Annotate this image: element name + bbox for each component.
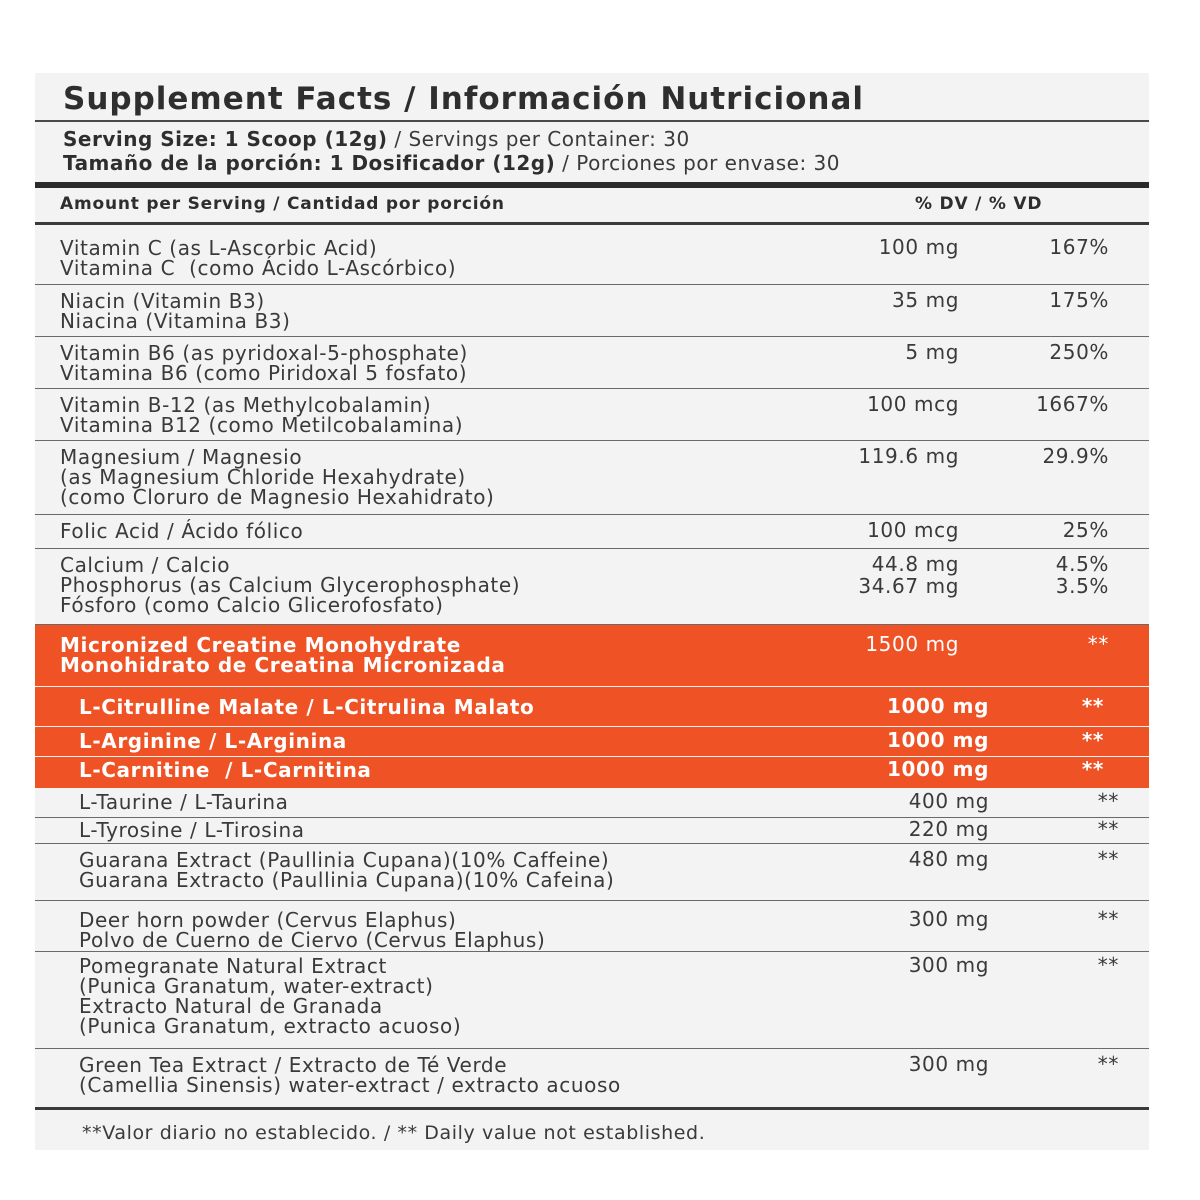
footnote: **Valor diario no establecido. / ** Daily value not established. <box>82 1122 706 1144</box>
header-dv-label: % DV / % VD <box>915 194 1043 214</box>
nutrient-daily-value: 175% <box>1049 288 1109 312</box>
nutrient-name: L-Taurine / L-Taurina <box>79 790 289 814</box>
nutrient-amount: 400 mg <box>908 789 989 813</box>
nutrient-amount: 100 mcg <box>867 518 959 542</box>
nutrient-row <box>35 441 1149 515</box>
nutrient-name: Pomegranate Natural Extract (Punica Granatum, water-extract) Extracto Natural de Granada (Punica Granatum, extracto acuoso) <box>79 954 462 1038</box>
nutrient-daily-value: ** <box>1087 632 1109 656</box>
supplement-facts-panel <box>35 73 1149 1150</box>
serving-size-en: Serving Size: 1 Scoop (12g) <box>63 127 388 151</box>
nutrient-amount: 44.8 mg 34.67 mg <box>858 552 959 598</box>
nutrient-daily-value: ** <box>1081 757 1104 781</box>
nutrient-name: Magnesium / Magnesio (as Magnesium Chloride Hexahydrate) (como Cloruro de Magnesio Hexahidrato) <box>60 445 495 509</box>
nutrient-daily-value: ** <box>1097 847 1119 871</box>
nutrient-amount: 1000 mg <box>887 757 989 781</box>
nutrient-daily-value: 4.5% 3.5% <box>1055 552 1109 598</box>
nutrient-row <box>35 952 1149 1049</box>
nutrient-amount: 300 mg <box>908 1052 989 1076</box>
serving-line-es <box>63 151 840 175</box>
nutrient-name: L-Carnitine / L-Carnitina <box>79 758 372 782</box>
nutrient-row <box>35 389 1149 441</box>
nutrient-amount: 300 mg <box>908 907 989 931</box>
nutrient-row <box>35 818 1149 844</box>
nutrient-row <box>35 901 1149 952</box>
nutrient-name: Green Tea Extract / Extracto de Té Verde (Camellia Sinensis) water-extract / extracto acuoso <box>79 1053 621 1097</box>
nutrient-daily-value: 29.9% <box>1042 444 1109 468</box>
nutrient-row <box>35 727 1149 757</box>
nutrient-amount: 1000 mg <box>887 694 989 718</box>
nutrient-row <box>35 337 1149 389</box>
nutrient-row <box>35 225 1149 285</box>
nutrient-daily-value: ** <box>1097 789 1119 813</box>
nutrient-name: Vitamin B-12 (as Methylcobalamin) Vitamina B12 (como Metilcobalamina) <box>60 393 464 437</box>
servings-per-container-es: / Porciones por envase: 30 <box>555 151 841 175</box>
serving-line-en <box>63 127 690 151</box>
nutrient-amount: 300 mg <box>908 953 989 977</box>
nutrient-name: Folic Acid / Ácido fólico <box>60 519 304 543</box>
nutrient-amount: 100 mg <box>878 235 959 259</box>
nutrient-daily-value: 1667% <box>1036 392 1109 416</box>
nutrient-name: Calcium / Calcio Phosphorus (as Calcium Glycerophosphate) Fósforo (como Calcio Glicerofosfato) <box>60 553 521 617</box>
nutrient-name: Vitamin B6 (as pyridoxal-5-phosphate) Vitamina B6 (como Piridoxal 5 fosfato) <box>60 341 468 385</box>
nutrient-daily-value: ** <box>1097 817 1119 841</box>
nutrient-daily-value: ** <box>1081 728 1104 752</box>
nutrient-daily-value: ** <box>1097 1052 1119 1076</box>
nutrient-name: L-Citrulline Malate / L-Citrulina Malato <box>79 695 535 719</box>
nutrient-daily-value: ** <box>1097 907 1119 931</box>
nutrient-amount: 480 mg <box>908 847 989 871</box>
nutrient-row <box>35 687 1149 727</box>
nutrient-name: Deer horn powder (Cervus Elaphus) Polvo de Cuerno de Ciervo (Cervus Elaphus) <box>79 908 546 952</box>
serving-size-es: Tamaño de la porción: 1 Dosificador (12g) <box>63 151 556 175</box>
nutrient-daily-value: 167% <box>1049 235 1109 259</box>
nutrient-row <box>35 285 1149 337</box>
nutrient-amount: 220 mg <box>908 817 989 841</box>
nutrient-row <box>35 549 1149 625</box>
panel-title: Supplement Facts / Información Nutricional <box>63 81 864 117</box>
nutrient-row <box>35 625 1149 687</box>
nutrient-name: Micronized Creatine Monohydrate Monohidrato de Creatina Micronizada <box>60 633 506 677</box>
header-amount-label: Amount per Serving / Cantidad por porción <box>60 194 505 214</box>
nutrient-name: L-Tyrosine / L-Tirosina <box>79 818 305 842</box>
nutrient-amount: 119.6 mg <box>858 444 959 468</box>
nutrient-name: L-Arginine / L-Arginina <box>79 729 347 753</box>
nutrient-daily-value: 250% <box>1049 340 1109 364</box>
title-divider <box>35 120 1149 122</box>
nutrient-amount: 1000 mg <box>887 728 989 752</box>
thick-divider <box>35 182 1149 188</box>
nutrient-amount: 100 mcg <box>867 392 959 416</box>
nutrient-amount: 5 mg <box>905 340 959 364</box>
nutrient-daily-value: ** <box>1081 694 1104 718</box>
nutrient-row <box>35 515 1149 549</box>
nutrient-daily-value: 25% <box>1062 518 1109 542</box>
nutrient-name: Niacin (Vitamin B3) Niacina (Vitamina B3) <box>60 289 291 333</box>
nutrient-row <box>35 789 1149 818</box>
nutrient-name: Guarana Extract (Paullinia Cupana)(10% Caffeine) Guarana Extracto (Paullinia Cupana)(10% Cafeina) <box>79 848 615 892</box>
nutrient-row <box>35 757 1149 789</box>
nutrient-amount: 1500 mg <box>865 632 959 656</box>
nutrient-daily-value: ** <box>1097 953 1119 977</box>
servings-per-container-en: / Servings per Container: 30 <box>387 127 690 151</box>
nutrient-row <box>35 1049 1149 1110</box>
nutrient-name: Vitamin C (as L-Ascorbic Acid) Vitamina C (como Ácido L-Ascórbico) <box>60 236 457 280</box>
nutrient-amount: 35 mg <box>892 288 959 312</box>
nutrient-row <box>35 844 1149 901</box>
